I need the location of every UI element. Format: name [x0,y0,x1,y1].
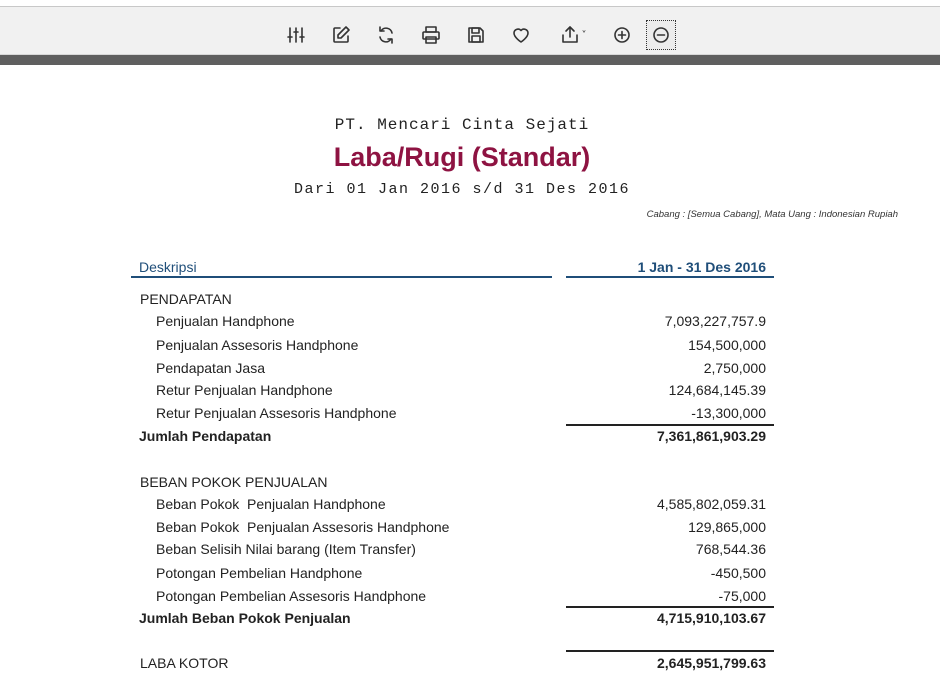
line-item-row [131,313,774,335]
section-total-value: 4,715,910,103.67 [657,610,766,626]
line-item-label: Potongan Pembelian Assesoris Handphone [156,588,427,604]
report-toolbar [0,0,940,55]
section-heading: BEBAN POKOK PENJUALAN [140,474,328,490]
line-item-label: Beban Pokok Penjualan Assesoris Handphone [156,519,450,535]
line-item-label: Penjualan Assesoris Handphone [156,337,359,353]
refresh-icon[interactable] [371,20,401,50]
line-item-row [131,382,774,404]
section-heading-row [131,291,774,313]
line-item-value: 154,500,000 [688,337,766,353]
line-item-value: 2,750,000 [703,360,766,376]
zoom-in-icon[interactable] [607,20,637,50]
subtotal-rule [566,424,774,426]
line-item-value: -13,300,000 [691,405,766,421]
line-item-row [131,496,774,518]
heart-icon[interactable] [506,20,536,50]
save-icon[interactable] [461,20,491,50]
sliders-icon[interactable] [281,20,311,50]
column-header-description: Deskripsi [139,259,197,275]
toolbar-border [0,6,940,7]
print-icon[interactable] [416,20,446,50]
line-item-label: Beban Pokok Penjualan Handphone [156,496,386,512]
column-header-period: 1 Jan - 31 Des 2016 [637,259,766,275]
share-icon[interactable] [551,20,595,50]
section-total-row [131,428,774,450]
line-item-label: Potongan Pembelian Handphone [156,565,363,581]
line-item-label: Beban Selisih Nilai barang (Item Transfer) [156,541,416,557]
line-item-row [131,565,774,587]
line-item-value: -75,000 [718,588,766,604]
line-item-value: 124,684,145.39 [668,382,766,398]
company-name: PT. Mencari Cinta Sejati [334,116,590,134]
section-total-row [131,610,774,632]
line-item-label: Retur Penjualan Assesoris Handphone [156,405,397,421]
line-item-value: 7,093,227,757.9 [664,313,766,329]
gross-profit-label: LABA KOTOR [140,655,229,671]
section-heading: PENDAPATAN [140,291,232,307]
line-item-label: Penjualan Handphone [156,313,295,329]
line-item-value: 4,585,802,059.31 [657,496,766,512]
line-item-row [131,541,774,563]
report-filter-info: Cabang : [Semua Cabang], Mata Uang : Indonesian Rupiah [646,209,898,220]
gross-profit-row [131,655,774,677]
section-total-value: 7,361,861,903.29 [657,428,766,444]
header-underline-period [566,276,774,278]
report-title: Laba/Rugi (Standar) [333,142,591,172]
line-item-label: Retur Penjualan Handphone [156,382,333,398]
line-item-value: 768,544.36 [695,541,766,557]
zoom-out-icon[interactable] [646,20,676,50]
line-item-label: Pendapatan Jasa [156,360,265,376]
section-total-label: Jumlah Pendapatan [139,428,272,444]
gross-profit-rule [566,650,774,652]
line-item-row [131,337,774,359]
section-total-label: Jumlah Beban Pokok Penjualan [139,610,351,626]
edit-icon[interactable] [326,20,356,50]
report-period: Dari 01 Jan 2016 s/d 31 Des 2016 [293,181,631,198]
chevron-down-icon: ˅ [581,29,587,41]
gross-profit-value: 2,645,951,799.63 [657,655,766,671]
section-heading-row [131,474,774,496]
line-item-value: -450,500 [710,565,766,581]
header-underline-description [131,276,552,278]
line-item-row [131,519,774,541]
line-item-row [131,360,774,382]
line-item-value: 129,865,000 [688,519,766,535]
subtotal-rule [566,606,774,608]
toolbar-divider [0,55,940,65]
